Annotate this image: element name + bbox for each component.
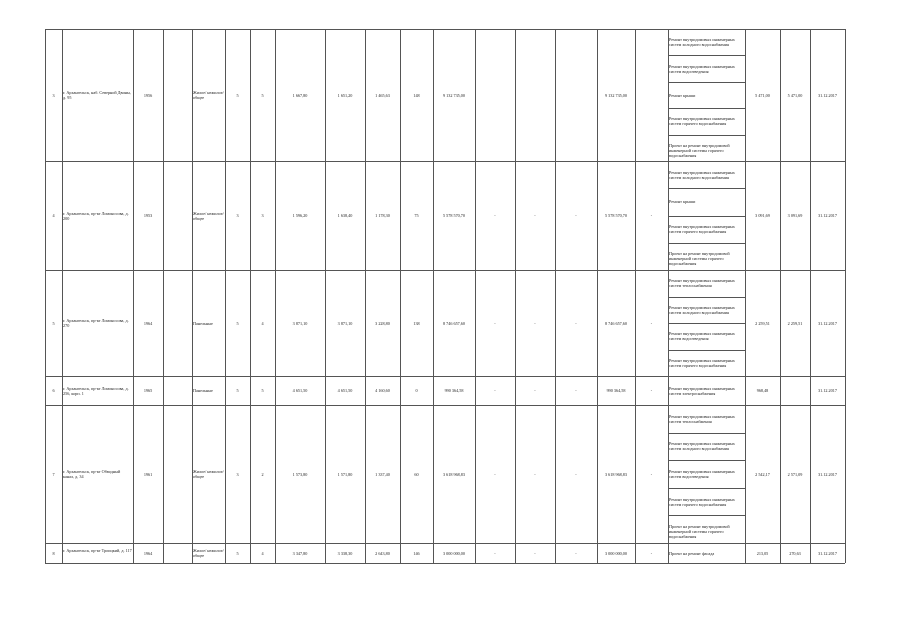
grid-line bbox=[45, 543, 845, 544]
grid-line bbox=[45, 29, 46, 563]
grid-line bbox=[133, 29, 134, 563]
cell-c5: - bbox=[650, 320, 653, 326]
cell-unit-cost: 968,48 bbox=[756, 388, 769, 393]
cell-work-item: Ремонт внутридомовых инженерных систем холодного водоснабжения bbox=[669, 37, 735, 48]
grid-line bbox=[163, 29, 164, 563]
cell-c3: - bbox=[575, 550, 577, 556]
grid-line bbox=[475, 29, 476, 563]
cell-c5: - bbox=[650, 213, 653, 218]
cell-max-cost: 2 571,09 bbox=[787, 471, 803, 477]
cell-c5: - bbox=[650, 550, 653, 556]
grid-line bbox=[433, 29, 434, 563]
cell-floors: 5 bbox=[236, 320, 239, 326]
cell-date: 31.12.2017 bbox=[818, 388, 837, 393]
cell-c2: - bbox=[534, 550, 536, 556]
grid-line bbox=[365, 29, 366, 563]
grid-line bbox=[845, 29, 846, 563]
cell-work-item: Ремонт внутридомовых инженерных систем холодного водоснабжения bbox=[669, 441, 735, 452]
grid-line bbox=[668, 515, 745, 516]
cell-unit-cost: 213,05 bbox=[756, 550, 769, 556]
cell-num: 3 bbox=[52, 92, 55, 98]
cell-work-item: Ремонт внутридомовых инженерных систем водоотведения bbox=[669, 63, 735, 74]
cell-year: 1961 bbox=[143, 471, 153, 477]
cell-c5 bbox=[636, 93, 667, 98]
cell-residents: 0 bbox=[415, 388, 418, 393]
cell-area-residential: 1 337,40 bbox=[375, 471, 390, 477]
cell-cost-total: 3 000 000,00 bbox=[443, 550, 465, 556]
cell-address: г. Архангельск, пр-кт Обводный канал, д. 34 bbox=[63, 469, 121, 479]
cell-c1: - bbox=[494, 213, 496, 218]
grid-line bbox=[400, 29, 401, 563]
cell-cost-total: 8 746 657,60 bbox=[443, 320, 465, 326]
grid-line bbox=[325, 29, 326, 563]
cell-c4: 9 132 735,00 bbox=[605, 92, 627, 98]
cell-area-living: 3 871,10 bbox=[337, 320, 353, 326]
cell-year: 1956 bbox=[143, 92, 153, 98]
grid-line bbox=[555, 29, 556, 563]
cell-c5: - bbox=[650, 388, 653, 393]
cell-area-total: 4 651,50 bbox=[292, 388, 308, 393]
cell-work-item: Ремонт внутридомовых инженерных систем водоотведения bbox=[669, 469, 735, 479]
cell-area-total: 3 871,10 bbox=[292, 320, 308, 326]
grid-line bbox=[275, 29, 276, 563]
cell-c4: 3 618 968,83 bbox=[605, 471, 627, 477]
cell-c2 bbox=[516, 93, 554, 98]
cell-area-total: 1 573,80 bbox=[292, 471, 308, 477]
cell-work-item: Ремонт крыши bbox=[669, 92, 696, 98]
cell-c3: - bbox=[575, 388, 577, 393]
grid-line bbox=[192, 29, 193, 563]
cell-entrances: 5 bbox=[261, 388, 264, 393]
cell-residents: 146 bbox=[413, 550, 420, 556]
grid-line bbox=[225, 29, 226, 563]
cell-area-residential: 4 160,60 bbox=[375, 388, 390, 393]
cell-cost-total: 5 578 570,70 bbox=[443, 213, 465, 218]
cell-area-residential: 3 228,80 bbox=[375, 320, 390, 326]
cell-residents: 75 bbox=[414, 213, 419, 218]
cell-work-item: Ремонт внутридомовых инженерных систем холодного водоснабжения bbox=[669, 304, 735, 315]
grid-line bbox=[668, 216, 745, 217]
cell-floors: 5 bbox=[236, 388, 239, 393]
cell-area-living: 3 338,30 bbox=[337, 550, 353, 556]
cell-address: г. Архангельск, пр-кт Ломоносова, д. 200 bbox=[63, 210, 129, 221]
grid-line bbox=[45, 563, 845, 564]
grid-line bbox=[810, 29, 811, 563]
cell-date: 31.12.2017 bbox=[818, 550, 837, 556]
cell-unit-cost: 3 091,69 bbox=[755, 213, 770, 218]
grid-line bbox=[668, 243, 745, 244]
cell-max-cost: 270,63 bbox=[789, 550, 801, 556]
cell-c5: - bbox=[650, 471, 653, 477]
grid-line bbox=[668, 55, 745, 56]
cell-date: 31.12.2017 bbox=[818, 213, 837, 218]
cell-c1: - bbox=[494, 388, 496, 393]
grid-line bbox=[45, 405, 845, 406]
cell-c2: - bbox=[534, 320, 536, 326]
cell-max-cost: 2 259,51 bbox=[787, 320, 803, 326]
cell-max-cost bbox=[781, 388, 809, 393]
cell-work-item: Ремонт внутридомовых инженерных систем горячего водоснабжения bbox=[669, 116, 735, 127]
grid-line bbox=[597, 29, 598, 563]
cell-work-item: Ремонт внутридомовых инженерных систем водоотведения bbox=[669, 331, 735, 342]
cell-address: г. Архангельск, пр-кт Троицкий, д. 117 bbox=[63, 548, 132, 553]
grid-line bbox=[250, 29, 251, 563]
cell-work-item: Ремонт внутридомовых инженерных систем электроснабжения bbox=[669, 385, 735, 396]
cell-c4: 5 578 570,70 bbox=[605, 213, 627, 218]
cell-area-living: 1 651,20 bbox=[337, 92, 353, 98]
cell-unit-cost: 5 471,00 bbox=[755, 92, 770, 98]
cell-residents: 148 bbox=[413, 92, 420, 98]
cell-area-residential: 2 643,80 bbox=[375, 550, 390, 556]
cell-area-total: 1 596,20 bbox=[292, 213, 308, 218]
grid-line bbox=[668, 460, 745, 461]
cell-c1 bbox=[476, 93, 514, 98]
grid-line bbox=[45, 376, 845, 377]
cell-entrances: 4 bbox=[261, 320, 264, 326]
grid-line bbox=[635, 29, 636, 563]
cell-cost-total: 3 618 968,83 bbox=[443, 471, 465, 477]
grid-line bbox=[668, 433, 745, 434]
cell-entrances: 2 bbox=[261, 471, 264, 477]
cell-year: 1964 bbox=[143, 320, 153, 326]
cell-type: Панельные bbox=[193, 320, 213, 326]
cell-date: 31.12.2017 bbox=[818, 471, 837, 477]
grid-line bbox=[668, 297, 745, 298]
cell-area-total: 3 347,80 bbox=[292, 550, 308, 556]
cell-entrances: 4 bbox=[261, 550, 264, 556]
cell-c4: 990 364,58 bbox=[606, 388, 626, 393]
grid-line bbox=[668, 188, 745, 189]
cell-c1: - bbox=[494, 320, 496, 326]
grid-line bbox=[780, 29, 781, 563]
cell-area-living: 4 651,50 bbox=[337, 388, 353, 393]
cell-floors: 3 bbox=[236, 471, 239, 477]
housing-repair-table bbox=[45, 29, 845, 563]
cell-work-item: Ремонт крыши bbox=[669, 199, 696, 205]
cell-floors: 3 bbox=[236, 213, 239, 218]
grid-line bbox=[668, 82, 745, 83]
cell-date: 31.12.2017 bbox=[818, 92, 837, 98]
cell-work-item: Ремонт внутридомовых инженерных систем горячего водоснабжения bbox=[669, 496, 735, 507]
cell-type: Жилое/ нежилое/общее bbox=[193, 548, 224, 558]
cell-work-item: Проект на ремонт внутридомовой инженерной системы горячего водоснабжения bbox=[669, 524, 730, 540]
cell-work-item: Проект на ремонт фасада bbox=[669, 550, 715, 556]
grid-line bbox=[45, 270, 845, 271]
cell-unit-cost: 2 542,17 bbox=[755, 471, 770, 477]
cell-address: г. Архангельск, наб. Северной Двины, д. 95 bbox=[63, 90, 131, 100]
cell-year: 1953 bbox=[143, 213, 153, 218]
cell-c2: - bbox=[534, 388, 536, 393]
cell-num: 7 bbox=[52, 471, 55, 477]
cell-num: 6 bbox=[52, 388, 55, 393]
cell-c4: 8 746 657,60 bbox=[605, 320, 627, 326]
cell-max-cost: 5 471,00 bbox=[787, 92, 803, 98]
grid-line bbox=[45, 29, 845, 30]
grid-line bbox=[62, 29, 63, 563]
cell-c2: - bbox=[534, 213, 536, 218]
cell-c4: 3 000 000,00 bbox=[605, 550, 627, 556]
grid-line bbox=[668, 29, 669, 563]
grid-line bbox=[745, 29, 746, 563]
cell-work-item: Ремонт внутридомовых инженерных систем холодного водоснабжения bbox=[669, 169, 735, 180]
cell-c3 bbox=[556, 93, 596, 98]
cell-address: г. Архангельск, пр-кт Ломоносова, д. 270 bbox=[63, 318, 129, 328]
cell-work-item: Ремонт внутридомовых инженерных систем горячего водоснабжения bbox=[669, 224, 735, 235]
cell-cost-total: 990 364,58 bbox=[444, 388, 464, 393]
cell-c1: - bbox=[494, 471, 496, 477]
cell-type: Жилое/ нежилое/общее bbox=[193, 90, 224, 100]
cell-work-item: Ремонт внутридомовых инженерных систем теплоснабжения bbox=[669, 278, 735, 289]
grid-line bbox=[668, 350, 745, 351]
cell-c2: - bbox=[534, 471, 536, 477]
cell-work-item: Ремонт внутридомовых инженерных систем теплоснабжения bbox=[669, 413, 735, 424]
cell-residents: 60 bbox=[414, 471, 419, 477]
cell-area-residential: 1 465,63 bbox=[375, 92, 390, 98]
cell-floors: 5 bbox=[236, 92, 239, 98]
grid-line bbox=[515, 29, 516, 563]
cell-work-item: Проект на ремонт внутридомовой инженерной системы горячего водоснабжения bbox=[669, 251, 730, 267]
cell-unit-cost: 2 259,51 bbox=[755, 320, 770, 326]
cell-year: 1965 bbox=[143, 388, 153, 393]
cell-type: Панельные bbox=[193, 388, 213, 393]
cell-num: 4 bbox=[52, 213, 55, 218]
cell-residents: 138 bbox=[413, 320, 420, 326]
cell-year: 1964 bbox=[143, 550, 153, 556]
cell-num: 5 bbox=[52, 320, 55, 326]
cell-work-item: Проект на ремонт внутридомовой инженерной системы горячего водоснабжения bbox=[669, 142, 730, 158]
cell-date: 31.12.2017 bbox=[818, 320, 837, 326]
cell-cost-total: 9 132 735,00 bbox=[443, 92, 465, 98]
cell-c3: - bbox=[575, 320, 577, 326]
cell-address: г. Архангельск, пр-кт Ломоносова, д. 256, корп. 1 bbox=[63, 385, 129, 396]
cell-num: 8 bbox=[52, 550, 55, 556]
cell-area-total: 1 667,80 bbox=[292, 92, 308, 98]
cell-entrances: 5 bbox=[261, 92, 264, 98]
cell-entrances: 3 bbox=[261, 213, 264, 218]
cell-area-living: 1 638,40 bbox=[337, 213, 353, 218]
cell-type: Жилое/ нежилое/общее bbox=[193, 210, 224, 221]
cell-max-cost: 3 091,69 bbox=[787, 213, 803, 218]
cell-area-living: 1 571,80 bbox=[337, 471, 353, 477]
cell-area-residential: 1 178,30 bbox=[375, 213, 390, 218]
grid-line bbox=[668, 323, 745, 324]
grid-line bbox=[668, 108, 745, 109]
grid-line bbox=[668, 135, 745, 136]
grid-line bbox=[45, 161, 845, 162]
cell-work-item: Ремонт внутридомовых инженерных систем горячего водоснабжения bbox=[669, 357, 735, 368]
grid-line bbox=[668, 488, 745, 489]
cell-c3: - bbox=[575, 471, 577, 477]
cell-type: Жилое/ нежилое/общее bbox=[193, 469, 224, 479]
cell-c3: - bbox=[575, 213, 577, 218]
cell-floors: 5 bbox=[236, 550, 239, 556]
cell-c1: - bbox=[494, 550, 496, 556]
